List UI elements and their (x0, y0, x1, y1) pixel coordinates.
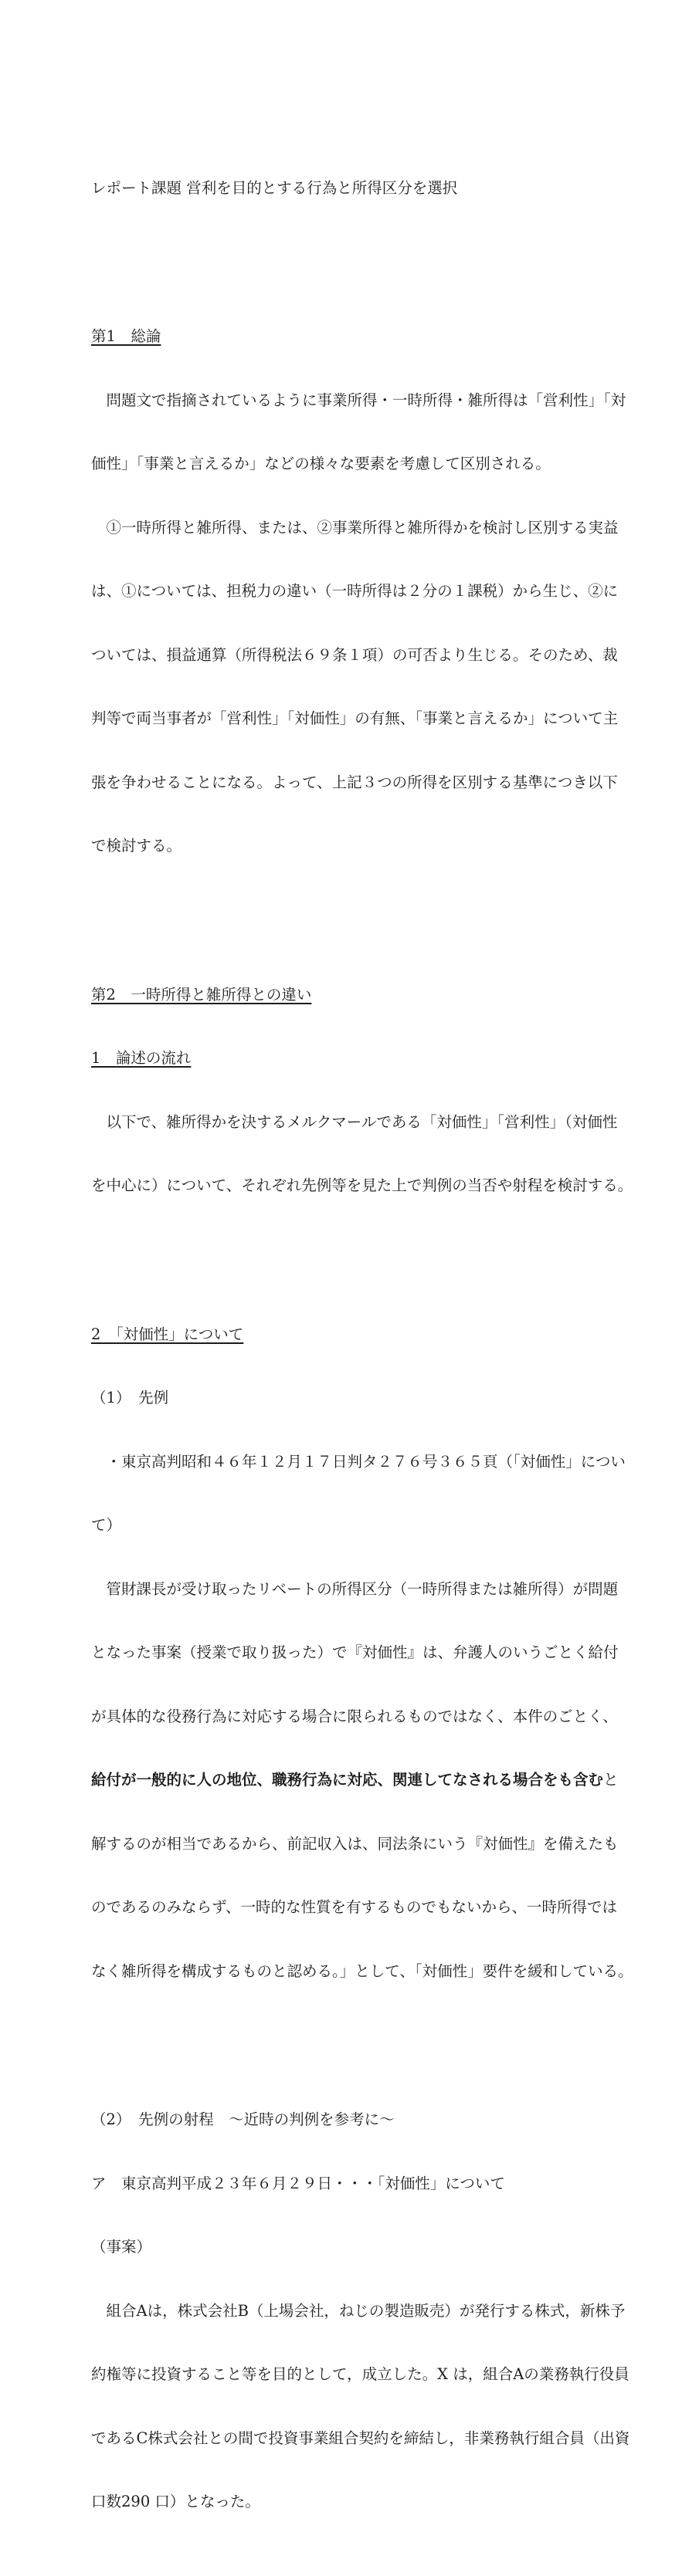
document-body (91, 113, 647, 2576)
item2-case-line: 組合Aは，株式会社B（上場会社，ねじの製造販売）が発行する株式，新株予 (91, 2301, 626, 2320)
subsection1-heading (91, 1048, 647, 1069)
subsection2-heading (91, 1324, 647, 1346)
subsection1-paragraph-line: を中心に）について、それぞれ先例等を見た上で判例の当否や射程を検討する。 (91, 1176, 633, 1194)
section1-heading (91, 326, 647, 347)
item1-case-line: となった事案（授業で取り扱った）で『対価性』は、弁護人のいうごとく給付 (91, 1643, 619, 1661)
section2-heading (91, 984, 647, 1006)
item2-label: （2） 先例の射程 ～近時の判例を参考に～ (91, 2111, 395, 2128)
item2-case-line: であるC株式会社との間で投資事業組合契約を締結し，非業務執行組合員（出資 (91, 2429, 630, 2447)
item2-case-line: 約権等に投資すること等を目的として，成立した。X は，組合Aの業務執行役員 (91, 2365, 629, 2383)
emphasized-text-run: 給付が一般的に人の地位、職務行為に対応、関連してなされる場合をも含む (91, 1771, 604, 1789)
item2-sub-label: ア 東京高判平成２３年６月２９日・・・「対価性」について (91, 2174, 505, 2192)
section2-heading-text: 第2 一時所得と雑所得との違い (91, 985, 312, 1004)
section1-paragraph1-line: 価性」「事業と言えるか」などの様々な要素を考慮して区別される。 (91, 455, 551, 472)
blank-line (91, 2024, 647, 2046)
section1-paragraph2-line: で検討する。 (91, 837, 182, 855)
item1-case-line-emphasized (91, 1769, 647, 1791)
item1-case-line: なく雑所得を構成するものと認める。」として、「対価性」要件を緩和している。 (91, 1962, 633, 1980)
subsection1-paragraph-line: 以下で、雑所得かを決するメルクマールである「対価性」「営利性」（対価性 (91, 1112, 618, 1131)
blank-line (91, 899, 647, 921)
item1-case-line: 解するのが相当であるから、前記収入は、同法条にいう『対価性』を備えたも (91, 1834, 619, 1853)
section1-heading-text: 第1 総論 (91, 327, 161, 345)
section1-paragraph2-line: 判等で両当事者が「営利性」「対価性」の有無、「事業と言えるか」について主 (91, 709, 619, 727)
item1-case-line: が具体的な役務行為に対応する場合に限られるものではなく、本件のごとく、 (91, 1707, 618, 1725)
item1-case-line: のであるのみならず、一時的な性質を有するものでもないから、一時所得では (91, 1898, 617, 1916)
section1-paragraph1-line: 問題文で指摘されているように事業所得・一時所得・雑所得は「営利性」「対 (91, 391, 626, 409)
item2-case-line: 口数290 口）となった。 (91, 2493, 260, 2510)
subsection2-heading-text: 2 「対価性」について (91, 1325, 244, 1343)
blank-line (91, 241, 647, 262)
section1-paragraph2-line: ①一時所得と雑所得、または、②事業所得と雑所得かを検討し区別する実益 (91, 518, 619, 537)
section1-paragraph2-line: 張を争わせることになる。よって、上記３つの所得を区別する基準につき以下 (91, 773, 618, 791)
item1-case-line: 管財課長が受け取ったリベートの所得区分（一時所得または雑所得）が問題 (91, 1579, 619, 1598)
section1-paragraph2-line: は、①については、担税力の違い（一時所得は２分の１課税）から生じ、②に (91, 582, 619, 600)
blank-line (91, 1239, 647, 1261)
item1-label: （1） 先例 (91, 1389, 169, 1406)
item1-precedent-line: ・東京高判昭和４６年１２月１７日判タ２７６号３６５頁（「対価性」につい (91, 1452, 626, 1471)
item2-case-label: （事案） (91, 2238, 152, 2256)
item1-precedent-line: て） (91, 1516, 122, 1534)
report-title: レポート課題 営利を目的とする行為と所得区分を選択 (91, 178, 458, 197)
subsection1-heading-text: 1 論述の流れ (91, 1049, 192, 1067)
section1-paragraph2-line: ついては、損益通算（所得税法６９条１項）の可否より生じる。そのため、裁 (91, 645, 618, 664)
regular-text-run: と (603, 1771, 619, 1789)
